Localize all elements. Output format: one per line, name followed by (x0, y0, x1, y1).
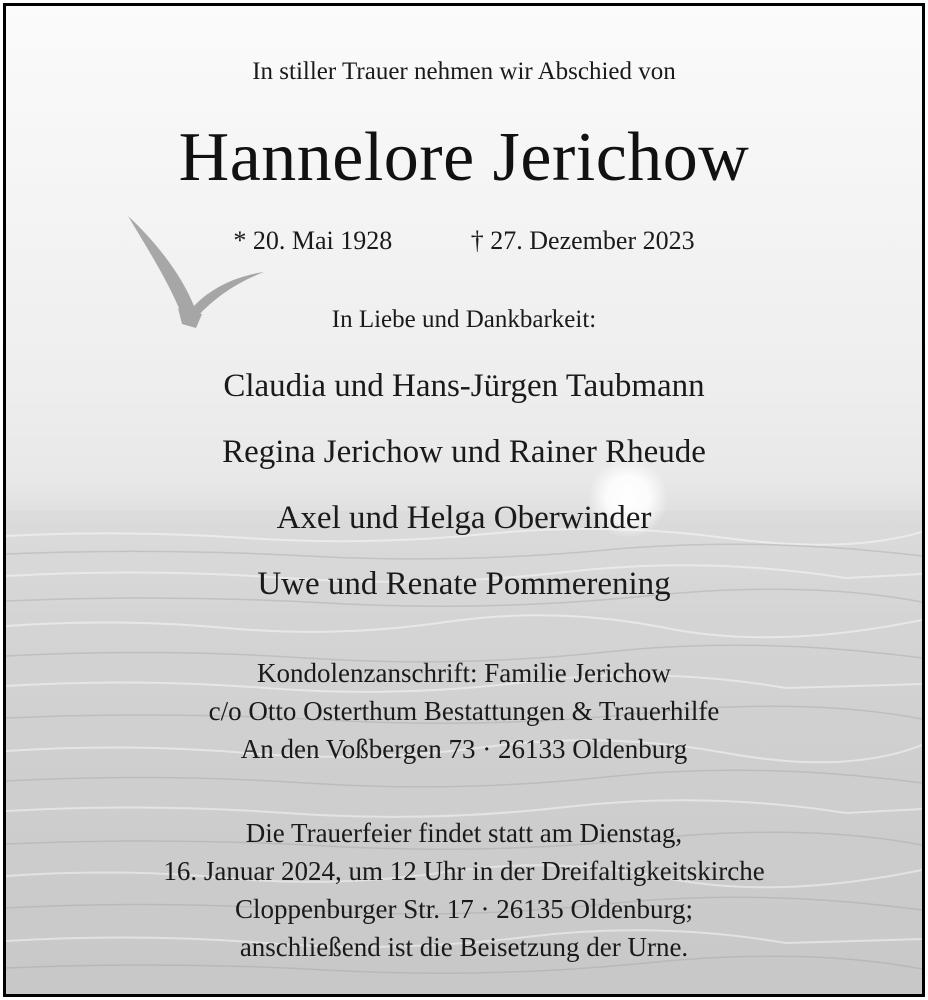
birth-date: * 20. Mai 1928 (233, 226, 393, 255)
address-line: Kondolenzanschrift: Familie Jerichow (257, 658, 671, 688)
funeral-service-info (6, 814, 922, 966)
mourner-name: Regina Jerichow und Rainer Rheude (222, 434, 706, 470)
mourner-name: Claudia und Hans-Jürgen Taubmann (223, 368, 705, 404)
obituary-frame (3, 3, 925, 997)
service-line: 16. Januar 2024, um 12 Uhr in der Dreifaltigkeitskirche (163, 856, 765, 886)
life-dates (6, 226, 922, 256)
deceased-name: Hannelore Jerichow (178, 119, 750, 196)
service-line: Cloppenburger Str. 17 · 26135 Oldenburg; (235, 894, 693, 924)
mourner-name: Axel und Helga Oberwinder (276, 500, 652, 536)
address-line: An den Voßbergen 73 · 26133 Oldenburg (240, 734, 688, 764)
service-line: anschließend ist die Beisetzung der Urne. (239, 932, 689, 962)
service-line: Die Trauerfeier findet statt am Dienstag, (245, 818, 683, 848)
mourner-name: Uwe und Renate Pommerening (257, 566, 671, 602)
condolence-address (6, 654, 922, 768)
address-line: c/o Otto Osterthum Bestattungen & Trauerhilfe (208, 696, 720, 726)
thanks-heading: In Liebe und Dankbarkeit: (331, 306, 597, 333)
intro-text: In stiller Trauer nehmen wir Abschied von (252, 58, 676, 85)
death-date: † 27. Dezember 2023 (470, 226, 695, 255)
